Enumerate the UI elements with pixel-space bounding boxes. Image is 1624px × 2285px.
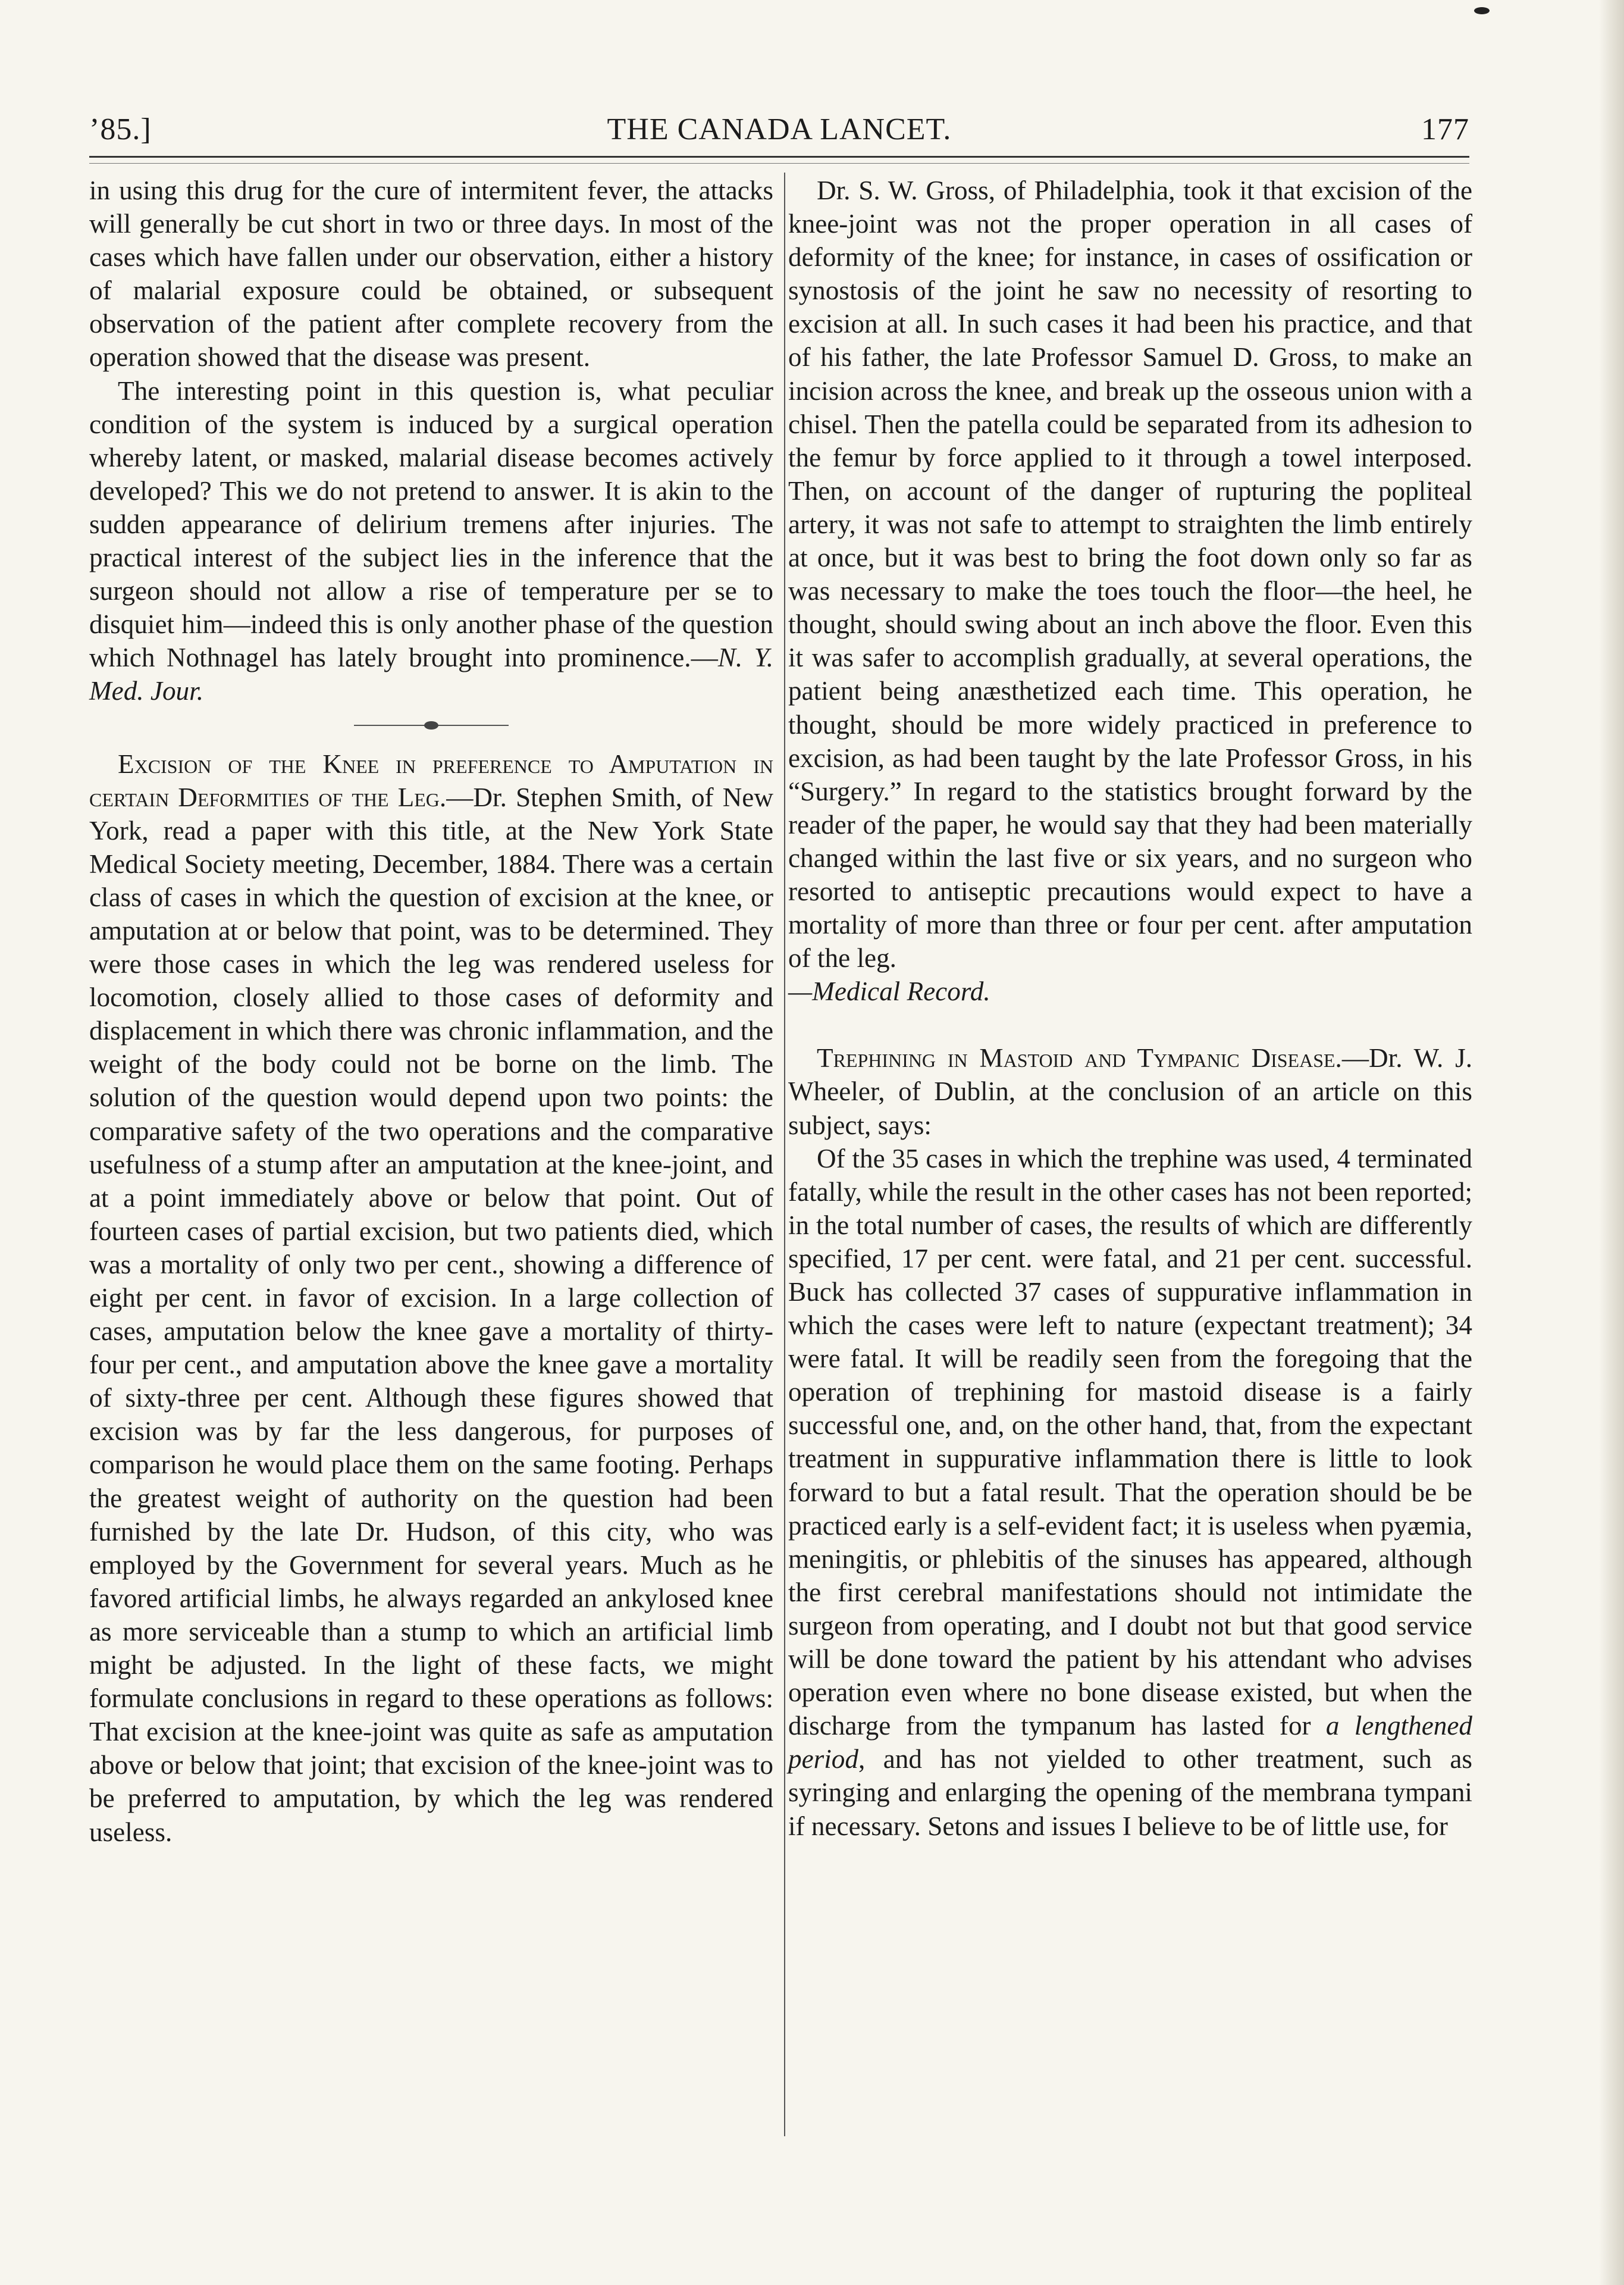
paragraph-text: The interesting point in this question is, what peculiar condition of the system is induced by a surgical operation whereby latent, or masked, malarial disease becomes actively developed? This we do not pretend to answer. It is akin to the sudden appearance of delirium tremens after injuries. The practical interest of the subject lies in the inference that the surgeon should not allow a rise of temperature per se to disquiet him—indeed this is only another phase of the question which Nothnagel has lately brought into prominence.— xyxy=(89,375,773,673)
article-heading: Trephining in Mastoid and Tympanic Disease. xyxy=(817,1043,1342,1073)
header-issue-year: ’85.] xyxy=(89,112,152,146)
paragraph xyxy=(788,174,1472,975)
article-body: —Dr. Stephen Smith, of New York, read a paper with this title, at the New York State Medical Society meeting, December, 1884. There was a certain class of cases in which the question of excision at the knee, or amputation at or below that point, was to be determined. They were those cases in which the leg was rendered useless for locomotion, closely allied to those cases of deformity and displacement in which there was chronic inflammation, and the weight of the body could not be borne on the limb. The solution of the question would depend upon two points: the comparative safety of the two operations and the comparative usefulness of a stump after an amputation at the knee-joint, and at a point immediately above or below that point. Out of fourteen cases of partial excision, but two patients died, which was a mortality of only two per cent., showing a difference of eight per cent. in favor of excision. In a large collection of cases, amputation below the knee gave a mortality of thirty-four per cent., and amputation above the knee gave a mortality of sixty-three per cent. Although these figures showed that excision was by far the less dangerous, for purposes of comparison he would place them on the same footing. Perhaps the greatest weight of authority on the question had been furnished by the late Dr. Hudson, of this city, who was employed by the Government for several years. Much as he favored artificial limbs, he always regarded an ankylosed knee as more serviceable than a stump to which an artificial limb might be adjusted. In the light of these facts, we might formulate conclusions in regard to these operations as follows: That excision at the knee-joint was quite as safe as amputation above or below that joint; that excision of the knee-joint was to be preferred to amputation, by which the leg was rendered useless. xyxy=(89,782,773,1847)
paragraph-text: Of the 35 cases in which the trephine was used, 4 terminated fatally, while the result in the other cases has not been reported; in the total number of cases, the results of which are differently specified, 17 per cent. were fatal, and 21 per cent. successful. Buck has collected 37 cases of suppurative inflammation in which the cases were left to nature (expectant treatment); 34 were fatal. It will be readily seen from the foregoing that the operation of trephining for mastoid disease is a fairly successful one, and, on the other hand, that, from the expectant treatment in suppurative inflammation there is little to look forward to but a fatal result. That the operation should be be practiced early is a self-evident fact; it is useless when pyæmia, meningitis, or phlebitis of the sinuses has appeared, although the first cerebral manifestations should not intimidate the surgeon from operating, and I doubt not but that good service will be done toward the patient by his attendant who advises operation even where no bone disease existed, but when the discharge from the tympanum has lasted for xyxy=(788,1143,1472,1741)
article-paragraph xyxy=(788,1041,1472,1141)
header-rule-thin xyxy=(89,163,1469,164)
paragraph-text: Dr. S. W. Gross, of Philadelphia, took it that excision of the knee-joint was not the proper operation in all cases of deformity of the knee; for instance, in cases of ossification or synostosis of the joint he saw no necessity of resorting to excision at all. In such cases it had been his practice, and that of his father, the late Professor Samuel D. Gross, to make an incision across the knee, and break up the osseous union with a chisel. Then the patella could be separated from its adhesion to the femur by force applied to it through a towel interposed. Then, on account of the danger of rupturing the popliteal artery, it was not safe to attempt to straighten the limb entirely at once, but it was best to bring the foot down only so far as was necessary to make the toes touch the floor—the heel, he thought, should swing about an inch above the floor. Even this it was safer to accomplish gradually, at several operations, the patient being anæsthetized each time. This operation, he thought, should be more widely practiced in preference to excision, as had been taught by the late Professor Gross, in his “Surgery.” In regard to the statistics brought forward by the reader of the paper, he would say that they had been materially changed within the last five or six years, and no surgeon who resorted to antiseptic precautions would expect to have a mortality of more than three or four per cent. after amputation of the leg. xyxy=(788,176,1472,974)
left-column xyxy=(89,174,773,1849)
article-heading: Excision of the Knee in preference to Amputation in certain Deformities of the Leg. xyxy=(89,749,773,812)
page-binding-shadow xyxy=(1599,0,1624,2285)
running-header xyxy=(89,112,1469,154)
scan-mark xyxy=(1474,7,1490,14)
source-citation: —Medical Record. xyxy=(788,976,990,1007)
section-separator xyxy=(354,725,509,726)
header-page-number: 177 xyxy=(1421,112,1469,146)
column-divider xyxy=(784,173,785,2136)
paragraph xyxy=(788,1142,1472,1843)
header-journal-title: THE CANADA LANCET. xyxy=(607,112,952,146)
emphasis-text: a lengthened period xyxy=(788,1711,1473,1774)
paragraph-text: , and has not yielded to other treatment, such as syringing and enlarging the opening of the membrana tympani if necessary. Setons and issues I believe to be of little use, for xyxy=(788,1744,1472,1841)
article-intro: —Dr. W. J. Wheeler, of Dublin, at the conclusion of an article on this subject, says: xyxy=(788,1043,1472,1140)
right-column xyxy=(788,174,1472,1843)
paragraph xyxy=(89,374,773,708)
article-paragraph xyxy=(89,747,773,1849)
header-rule xyxy=(89,156,1469,158)
source-citation: N. Y. Med. Jour. xyxy=(89,643,773,706)
section-gap xyxy=(788,1008,1472,1041)
paragraph: in using this drug for the cure of intermitent fever, the attacks will generally be cut short in two or three days. In most of the cases which have fallen under our observation, either a history of malarial exposure could be obtained, or subsequent observation of the patient after complete recovery from the operation showed that the disease was present. xyxy=(89,176,773,373)
